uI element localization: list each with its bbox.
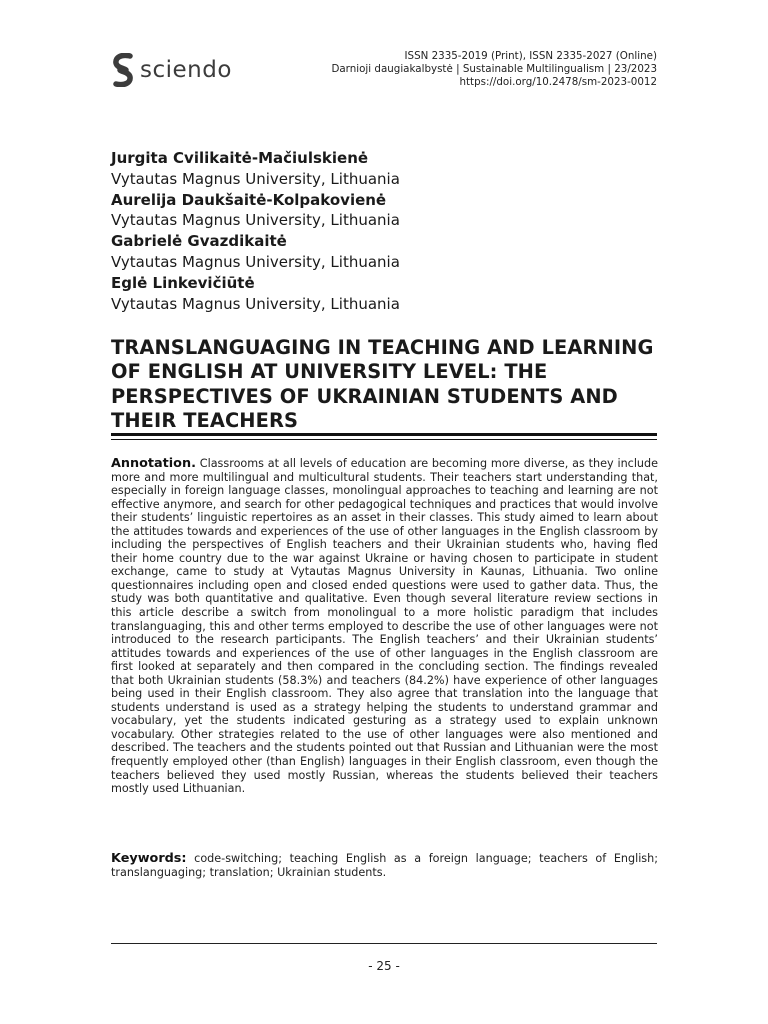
author-name: Aurelija Daukšaitė-Kolpakovienė — [111, 190, 387, 209]
author-affiliation: Vytautas Magnus University, Lithuania — [111, 169, 400, 188]
author-affiliation: Vytautas Magnus University, Lithuania — [111, 252, 400, 271]
article-title: TRANSLANGUAGING IN TEACHING AND LEARNING OF ENGLISH AT UNIVERSITY LEVEL: THE PERSPECTIVES OF UKRAINIAN STUDENTS AND THEIR TEACHERS — [111, 336, 654, 433]
logo-text: sciendo — [140, 57, 232, 83]
abstract-label: Annotation. — [111, 456, 196, 471]
abstract-text: Classrooms at all levels of education are becoming more diverse, as they include more and more multilingual and multicultural students. Their teachers start understanding that, especially in foreign language classes, monolingual approaches to teaching and learning are not effective anymore, and search for other pedagogical techniques and practices that would involve their students’ linguistic repertoires as an asset in their classes. This study aimed to learn about the attitudes towards and experiences of the use of other languages in the English classroom by including the perspectives of English teachers and their Ukrainian students who, having fled their home country due to the war against Ukraine or having chosen to participate in student exchange, came to study at Vytautas Magnus University in Kaunas, Lithuania. Two online questionnaires including open and closed ended questions were used to gather data. Thus, the study was both quantitative and qualitative. Even though several literature review sections in this article describe a switch from monolingual to a more holistic paradigm that includes translanguaging, this and other terms employed to describe the use of other languages were not introduced to the research participants. The English teachers’ and their Ukrainian students’ attitudes towards and experiences of the use of other languages in the English classroom are first looked at separately and then compared in the concluding section. The findings revealed that both Ukrainian students (58.3%) and teachers (84.2%) have experience of other languages being used in their English classroom. They also agree that translation into the language that students understand is used as a strategy helping the students to understand grammar and vocabulary, yet the students indicated gesturing as a strategy used to explain unknown vocabulary. Other strategies related to the use of other languages were also mentioned and described. The teachers and the students pointed out that Russian and Lithuanian were the most frequently employed other (than English) languages in their English classroom, even though the teachers believed they used mostly Russian, whereas the students believed their teachers mostly used Lithuanian. — [111, 457, 659, 796]
author-list — [111, 148, 671, 314]
abstract — [111, 457, 658, 796]
issn-line: ISSN 2335-2019 (Print), ISSN 2335-2027 (Online) — [404, 50, 657, 62]
title-rule-thick — [111, 433, 657, 436]
footer-rule — [111, 943, 657, 944]
author-affiliation: Vytautas Magnus University, Lithuania — [111, 294, 400, 313]
doi-line: https://doi.org/10.2478/sm-2023-0012 — [459, 76, 657, 88]
title-rule-thin — [111, 439, 657, 440]
sciendo-s-icon — [112, 53, 134, 87]
page-number: - 25 - — [368, 959, 400, 973]
journal-line: Darnioji daugiakalbystė | Sustainable Multilingualism | 23/2023 — [331, 63, 657, 75]
sciendo-logo — [112, 53, 232, 87]
keywords-label: Keywords: — [111, 851, 187, 866]
author-name: Gabrielė Gvazdikaitė — [111, 232, 287, 251]
keywords — [111, 852, 658, 879]
journal-info — [331, 50, 657, 89]
keywords-text: code-switching; teaching English as a foreign language; teachers of English; translanguaging; translation; Ukrainian students. — [111, 852, 658, 879]
author-affiliation: Vytautas Magnus University, Lithuania — [111, 211, 400, 230]
author-name: Eglė Linkevičiūtė — [111, 273, 255, 292]
author-name: Jurgita Cvilikaitė-Mačiulskienė — [111, 149, 369, 167]
